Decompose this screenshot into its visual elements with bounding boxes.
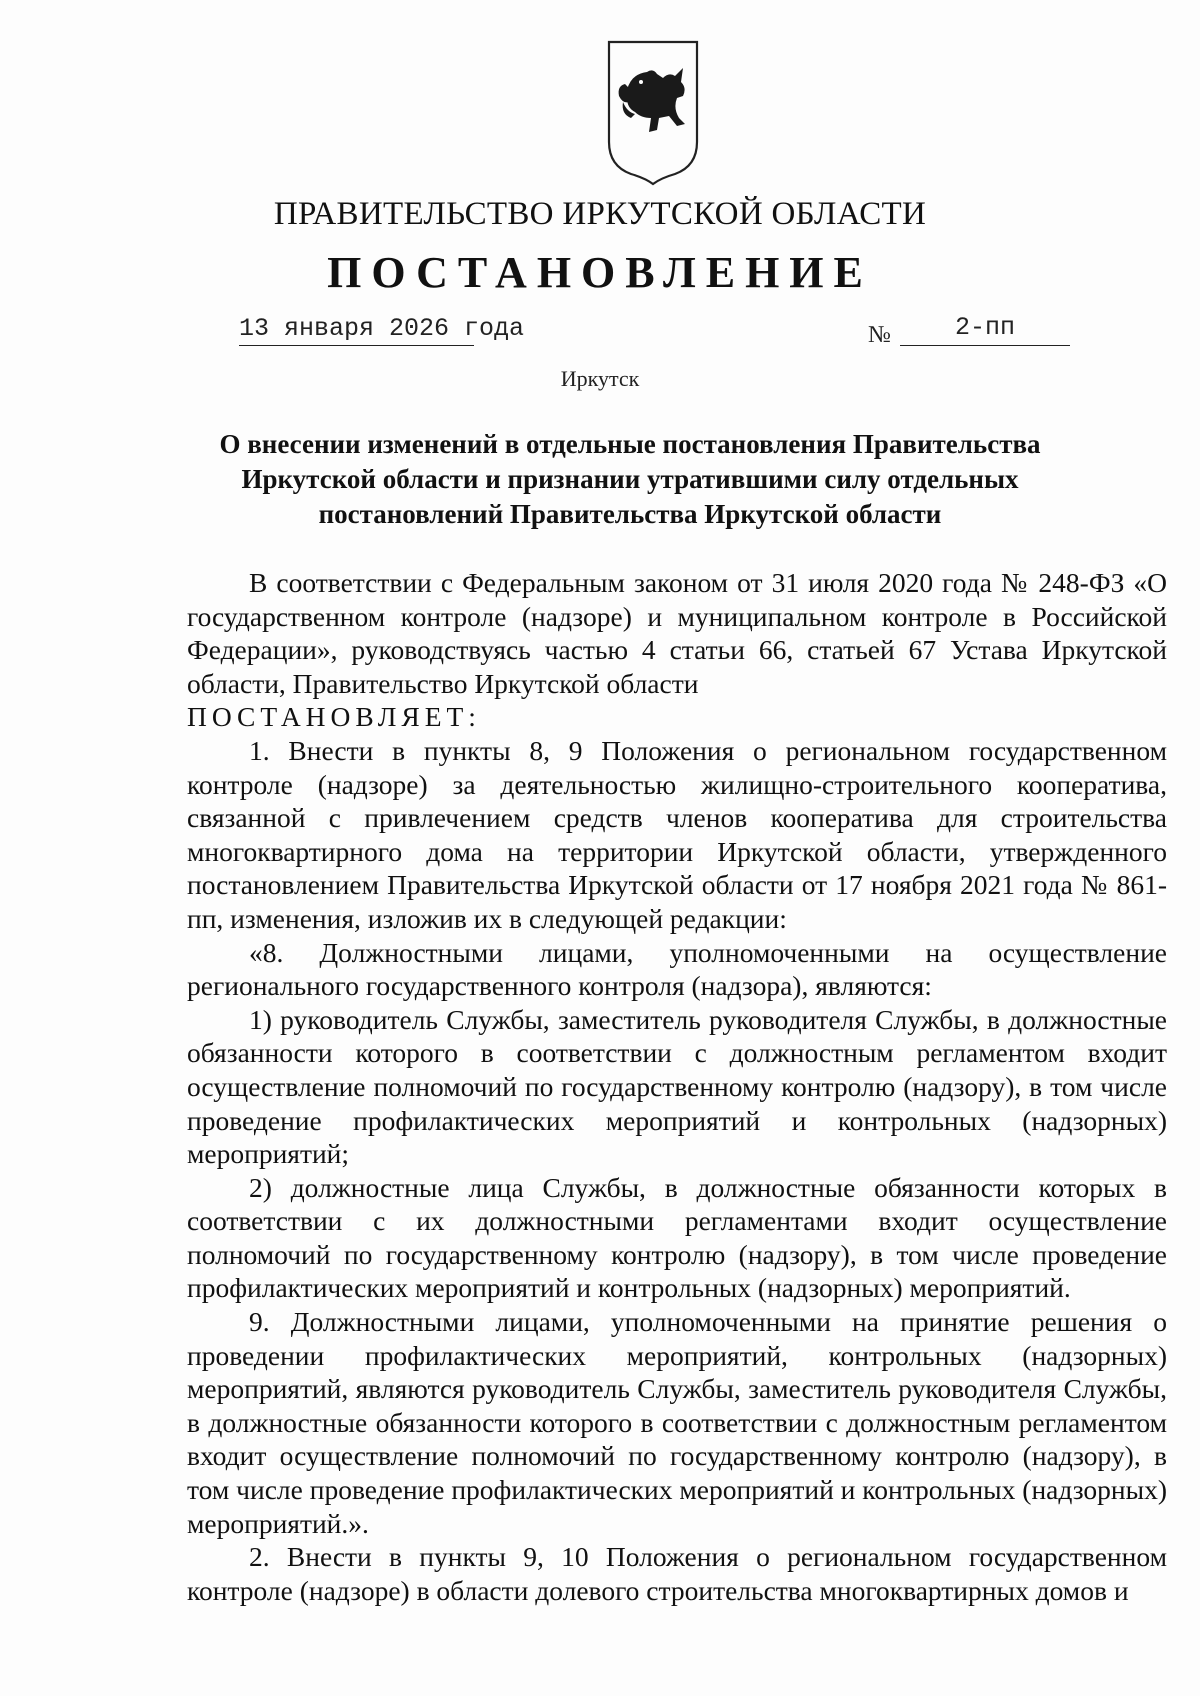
city-name: Иркутск [560, 366, 640, 391]
body-paragraph: 1. Внести в пункты 8, 9 Положения о региональном государственном контроле (надзоре) за деятельностью жилищно-строительного кооператива, связанной с привлечением средств членов кооператива для строительства многоквартирного дома на территории Иркутской области, утвержденного постановлением Правительства Иркутской области от 17 ноября 2021 года № 861-пп, изменения, изложив их в следующей редакции: [187, 734, 1167, 934]
resolves-heading: ПОСТАНОВЛЯЕТ: [187, 701, 481, 733]
decree-number: 2-пп [900, 313, 1070, 346]
coat-of-arms-icon [605, 38, 701, 186]
decree-date: 13 января 2026 года [239, 314, 474, 346]
government-name: ПРАВИТЕЛЬСТВО ИРКУТСКОЙ ОБЛАСТИ [273, 196, 927, 232]
body-paragraph: 2. Внести в пункты 9, 10 Положения о региональном государственном контроле (надзоре) в области долевого строительства многоквартирных домов и [187, 1541, 1167, 1606]
body-paragraph: 9. Должностными лицами, уполномоченными на принятие решения о проведении профилактических мероприятий, контрольных (надзорных) мероприятий, являются руководитель Службы, заместитель руководителя Службы, в должностные обязанности которого в соответствии с должностным регламентом входит осуществление полномочий по государственному контролю (надзору), в том числе проведение профилактических мероприятий и контрольных (надзорных) мероприятий.». [187, 1306, 1167, 1539]
body-paragraph: «8. Должностными лицами, уполномоченными на осуществление регионального государственного контроля (надзора), являются: [187, 936, 1167, 1002]
document-title [150, 427, 1110, 532]
document-type: ПОСТАНОВЛЕНИЕ [327, 248, 873, 297]
document-body [187, 566, 1167, 1607]
number-sign: № [868, 322, 891, 348]
body-paragraph: 2) должностные лица Службы, в должностные обязанности которых в соответствии с их должностными регламентами входит осуществление полномочий по государственному контролю (надзору), в том числе проведение профилактических мероприятий и контрольных (надзорных) мероприятий. [187, 1171, 1167, 1304]
body-paragraph: 1) руководитель Службы, заместитель руководителя Службы, в должностные обязанности которого в соответствии с должностным регламентом входит осуществление полномочий по государственному контролю (надзору), в том числе проведение профилактических мероприятий и контрольных (надзорных) мероприятий; [187, 1003, 1167, 1170]
title-line: постановлений Правительства Иркутской области [318, 499, 942, 529]
title-line: Иркутской области и признании утратившими силу отдельных [241, 464, 1019, 494]
title-line: О внесении изменений в отдельные постановления Правительства [219, 429, 1041, 459]
preamble-paragraph: В соответствии с Федеральным законом от 31 июля 2020 года № 248-ФЗ «О государственном контроле (надзоре) и муниципальном контроле в Российской Федерации», руководствуясь частью 4 статьи 66, статьей 67 Устава Иркутской области, Правительство Иркутской области [187, 567, 1167, 699]
